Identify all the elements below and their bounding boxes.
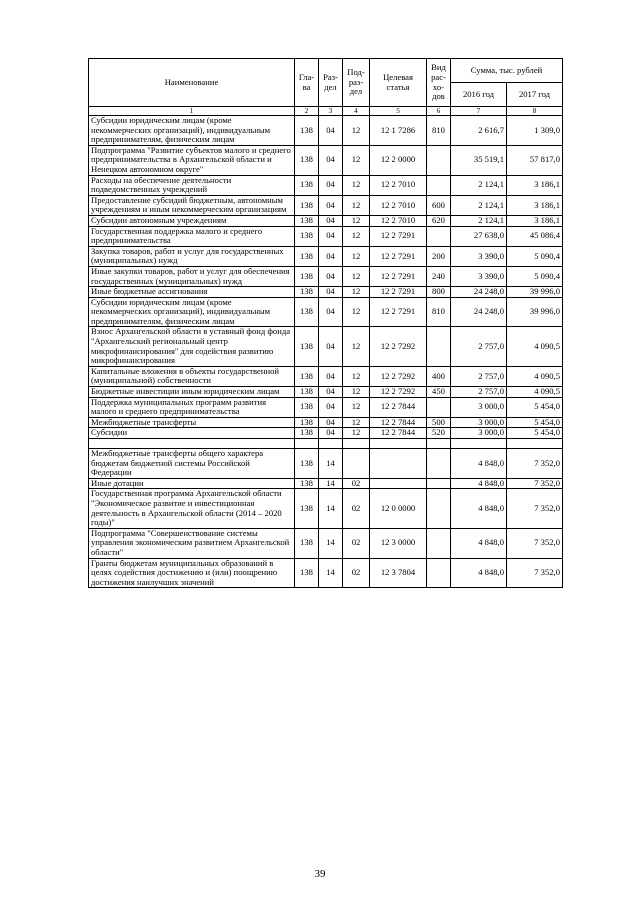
header-vid: Вид рас-хо-дов xyxy=(427,59,451,107)
row-2017-cell: 4 090,5 xyxy=(507,366,563,386)
row-name-cell: Субсидии xyxy=(89,428,295,439)
row-glava-cell: 138 xyxy=(295,175,319,195)
row-name-cell: Закупка товаров, работ и услуг для государственных (муниципальных) нужд xyxy=(89,246,295,266)
row-name-cell: Капитальные вложения в объекты государственной (муниципальной) собственности xyxy=(89,366,295,386)
table-row xyxy=(89,195,563,215)
table-row xyxy=(89,558,563,588)
column-number: 7 xyxy=(451,107,507,116)
row-razdel-cell: 04 xyxy=(319,175,343,195)
row-2017-cell: 7 352,0 xyxy=(507,528,563,558)
page-number: 39 xyxy=(314,868,326,880)
row-tselevaya-cell xyxy=(370,449,427,479)
table-row xyxy=(89,478,563,489)
row-razdel-cell: 14 xyxy=(319,489,343,528)
row-glava-cell: 138 xyxy=(295,449,319,479)
row-podrazdel-cell: 12 xyxy=(343,287,370,298)
row-2016-cell: 2 616,7 xyxy=(451,116,507,146)
row-glava-cell: 138 xyxy=(295,528,319,558)
row-name-cell: Гранты бюджетам муниципальных образований в целях содействия достижению и (или) поощрению достижения наилучших значений xyxy=(89,558,295,588)
row-podrazdel-cell: 02 xyxy=(343,558,370,588)
row-glava-cell: 138 xyxy=(295,417,319,428)
table-row xyxy=(89,327,563,366)
row-tselevaya-cell: 12 1 7286 xyxy=(370,116,427,146)
row-vid-cell xyxy=(427,478,451,489)
row-podrazdel-cell: 02 xyxy=(343,528,370,558)
column-number: 2 xyxy=(295,107,319,116)
row-razdel-cell: 04 xyxy=(319,215,343,226)
row-podrazdel-cell: 12 xyxy=(343,387,370,398)
row-glava-cell: 138 xyxy=(295,397,319,417)
row-podrazdel-cell: 02 xyxy=(343,478,370,489)
blank-cell xyxy=(427,439,451,449)
blank-cell xyxy=(319,439,343,449)
column-number: 6 xyxy=(427,107,451,116)
blank-cell xyxy=(451,439,507,449)
row-glava-cell: 138 xyxy=(295,116,319,146)
row-tselevaya-cell: 12 2 7291 xyxy=(370,226,427,246)
row-2016-cell: 4 848,0 xyxy=(451,528,507,558)
row-podrazdel-cell: 12 xyxy=(343,297,370,327)
row-vid-cell xyxy=(427,397,451,417)
row-tselevaya-cell: 12 2 7844 xyxy=(370,397,427,417)
table-row xyxy=(89,266,563,286)
row-glava-cell: 138 xyxy=(295,327,319,366)
row-2017-cell: 1 309,0 xyxy=(507,116,563,146)
row-vid-cell xyxy=(427,528,451,558)
row-name-cell: Иные бюджетные ассигнования xyxy=(89,287,295,298)
row-razdel-cell: 04 xyxy=(319,327,343,366)
row-razdel-cell: 04 xyxy=(319,287,343,298)
row-2016-cell: 2 124,1 xyxy=(451,175,507,195)
column-number: 8 xyxy=(507,107,563,116)
row-vid-cell: 240 xyxy=(427,266,451,286)
table-row xyxy=(89,417,563,428)
row-tselevaya-cell: 12 2 7291 xyxy=(370,266,427,286)
row-glava-cell: 138 xyxy=(295,366,319,386)
column-number: 4 xyxy=(343,107,370,116)
row-tselevaya-cell: 12 2 0000 xyxy=(370,145,427,175)
row-glava-cell: 138 xyxy=(295,558,319,588)
row-glava-cell: 138 xyxy=(295,215,319,226)
row-glava-cell: 138 xyxy=(295,287,319,298)
row-2017-cell: 4 090,5 xyxy=(507,387,563,398)
row-name-cell: Подпрограмма "Развитие субъектов малого и среднего предпринимательства в Архангельской области и Ненецком автономном округе" xyxy=(89,145,295,175)
header-name: Наименование xyxy=(89,59,295,107)
row-vid-cell xyxy=(427,145,451,175)
row-vid-cell: 810 xyxy=(427,116,451,146)
header-razdel: Раз-дел xyxy=(319,59,343,107)
row-2017-cell: 3 186,1 xyxy=(507,175,563,195)
row-tselevaya-cell: 12 2 7010 xyxy=(370,195,427,215)
row-razdel-cell: 04 xyxy=(319,195,343,215)
blank-cell xyxy=(343,439,370,449)
row-2016-cell: 4 848,0 xyxy=(451,449,507,479)
table-row xyxy=(89,439,563,449)
row-vid-cell: 400 xyxy=(427,366,451,386)
row-2017-cell: 5 454,0 xyxy=(507,417,563,428)
row-name-cell: Взнос Архангельской области в уставный фонд фонда "Архангельский региональный центр микрофинансирования" для содействия развитию микрофинансирования xyxy=(89,327,295,366)
row-podrazdel-cell: 12 xyxy=(343,175,370,195)
row-name-cell: Субсидии юридическим лицам (кроме некоммерческих организаций), индивидуальным предпринимателям, физическим лицам xyxy=(89,297,295,327)
column-number: 3 xyxy=(319,107,343,116)
row-2017-cell: 5 454,0 xyxy=(507,397,563,417)
row-name-cell: Субсидии юридическим лицам (кроме некоммерческих организаций), индивидуальным предпринимателям, физическим лицам xyxy=(89,116,295,146)
row-2016-cell: 24 248,0 xyxy=(451,287,507,298)
row-2016-cell: 24 248,0 xyxy=(451,297,507,327)
table-row xyxy=(89,226,563,246)
table-row xyxy=(89,145,563,175)
row-razdel-cell: 04 xyxy=(319,226,343,246)
row-2017-cell: 5 090,4 xyxy=(507,246,563,266)
row-glava-cell: 138 xyxy=(295,195,319,215)
row-2017-cell: 7 352,0 xyxy=(507,489,563,528)
row-tselevaya-cell: 12 3 0000 xyxy=(370,528,427,558)
row-glava-cell: 138 xyxy=(295,145,319,175)
table-row xyxy=(89,489,563,528)
row-2016-cell: 2 757,0 xyxy=(451,387,507,398)
row-name-cell: Государственная поддержка малого и среднего предпринимательства xyxy=(89,226,295,246)
row-2016-cell: 3 390,0 xyxy=(451,266,507,286)
row-2017-cell: 39 996,0 xyxy=(507,297,563,327)
column-number: 1 xyxy=(89,107,295,116)
row-podrazdel-cell xyxy=(343,449,370,479)
table-row xyxy=(89,116,563,146)
row-2017-cell: 4 090,5 xyxy=(507,327,563,366)
header-year-2016: 2016 год xyxy=(451,83,507,107)
row-2017-cell: 57 817,0 xyxy=(507,145,563,175)
row-podrazdel-cell: 12 xyxy=(343,366,370,386)
row-2016-cell: 35 519,1 xyxy=(451,145,507,175)
row-razdel-cell: 04 xyxy=(319,116,343,146)
row-razdel-cell: 04 xyxy=(319,297,343,327)
row-vid-cell xyxy=(427,489,451,528)
row-glava-cell: 138 xyxy=(295,428,319,439)
row-name-cell: Иные дотации xyxy=(89,478,295,489)
row-2017-cell: 7 352,0 xyxy=(507,478,563,489)
table-row xyxy=(89,175,563,195)
row-tselevaya-cell: 12 3 7804 xyxy=(370,558,427,588)
table-row xyxy=(89,246,563,266)
row-name-cell: Предоставление субсидий бюджетным, автономным учреждениям и иным некоммерческим организациям xyxy=(89,195,295,215)
row-glava-cell: 138 xyxy=(295,266,319,286)
row-vid-cell xyxy=(427,449,451,479)
row-podrazdel-cell: 12 xyxy=(343,246,370,266)
row-tselevaya-cell: 12 2 7291 xyxy=(370,246,427,266)
row-vid-cell: 800 xyxy=(427,287,451,298)
row-2016-cell: 3 390,0 xyxy=(451,246,507,266)
row-razdel-cell: 04 xyxy=(319,145,343,175)
row-glava-cell: 138 xyxy=(295,387,319,398)
table-row xyxy=(89,449,563,479)
table-row xyxy=(89,287,563,298)
row-vid-cell: 600 xyxy=(427,195,451,215)
header-podrazdel: Под-раз-дел xyxy=(343,59,370,107)
row-2017-cell: 5 454,0 xyxy=(507,428,563,439)
row-vid-cell: 620 xyxy=(427,215,451,226)
row-vid-cell xyxy=(427,226,451,246)
blank-cell xyxy=(507,439,563,449)
header-year-2017: 2017 год xyxy=(507,83,563,107)
row-2017-cell: 3 186,1 xyxy=(507,215,563,226)
row-tselevaya-cell: 12 2 7291 xyxy=(370,287,427,298)
row-2016-cell: 3 000,0 xyxy=(451,428,507,439)
row-podrazdel-cell: 02 xyxy=(343,489,370,528)
row-podrazdel-cell: 12 xyxy=(343,266,370,286)
row-tselevaya-cell: 12 2 7010 xyxy=(370,175,427,195)
row-tselevaya-cell: 12 2 7010 xyxy=(370,215,427,226)
row-tselevaya-cell: 12 2 7292 xyxy=(370,387,427,398)
row-2016-cell: 3 000,0 xyxy=(451,417,507,428)
table-row xyxy=(89,215,563,226)
row-tselevaya-cell: 12 2 7844 xyxy=(370,417,427,428)
row-name-cell: Подпрограмма "Совершенствование системы управления экономическим развитием Архангельской области" xyxy=(89,528,295,558)
row-podrazdel-cell: 12 xyxy=(343,195,370,215)
row-tselevaya-cell: 12 2 7292 xyxy=(370,327,427,366)
budget-table xyxy=(88,58,563,588)
row-podrazdel-cell: 12 xyxy=(343,397,370,417)
blank-cell xyxy=(295,439,319,449)
row-tselevaya-cell xyxy=(370,478,427,489)
row-glava-cell: 138 xyxy=(295,489,319,528)
row-vid-cell: 810 xyxy=(427,297,451,327)
row-razdel-cell: 04 xyxy=(319,266,343,286)
row-2016-cell: 4 848,0 xyxy=(451,558,507,588)
row-tselevaya-cell: 12 0 0000 xyxy=(370,489,427,528)
column-number: 5 xyxy=(370,107,427,116)
table-row xyxy=(89,397,563,417)
header-tselevaya: Целевая статья xyxy=(370,59,427,107)
row-2016-cell: 27 638,0 xyxy=(451,226,507,246)
header-glava: Гла-ва xyxy=(295,59,319,107)
table-body xyxy=(89,116,563,588)
row-glava-cell: 138 xyxy=(295,297,319,327)
row-razdel-cell: 04 xyxy=(319,428,343,439)
row-glava-cell: 138 xyxy=(295,246,319,266)
table-row xyxy=(89,528,563,558)
row-name-cell: Межбюджетные трансферты xyxy=(89,417,295,428)
row-razdel-cell: 14 xyxy=(319,558,343,588)
row-podrazdel-cell: 12 xyxy=(343,417,370,428)
row-vid-cell: 520 xyxy=(427,428,451,439)
row-glava-cell: 138 xyxy=(295,478,319,489)
table-row xyxy=(89,366,563,386)
row-razdel-cell: 14 xyxy=(319,478,343,489)
row-vid-cell xyxy=(427,558,451,588)
row-razdel-cell: 04 xyxy=(319,366,343,386)
row-name-cell: Поддержка муниципальных программ развития малого и среднего предпринимательства xyxy=(89,397,295,417)
row-2016-cell: 2 757,0 xyxy=(451,327,507,366)
table-row xyxy=(89,428,563,439)
row-razdel-cell: 04 xyxy=(319,387,343,398)
row-razdel-cell: 04 xyxy=(319,397,343,417)
row-2017-cell: 5 090,4 xyxy=(507,266,563,286)
row-podrazdel-cell: 12 xyxy=(343,226,370,246)
blank-cell xyxy=(89,439,295,449)
row-podrazdel-cell: 12 xyxy=(343,145,370,175)
row-2017-cell: 39 996,0 xyxy=(507,287,563,298)
row-2017-cell: 7 352,0 xyxy=(507,558,563,588)
row-tselevaya-cell: 12 2 7291 xyxy=(370,297,427,327)
row-2017-cell: 7 352,0 xyxy=(507,449,563,479)
table-row xyxy=(89,387,563,398)
table-row xyxy=(89,297,563,327)
row-2017-cell: 3 186,1 xyxy=(507,195,563,215)
row-2016-cell: 4 848,0 xyxy=(451,489,507,528)
row-2016-cell: 2 124,1 xyxy=(451,195,507,215)
row-glava-cell: 138 xyxy=(295,226,319,246)
row-2016-cell: 2 124,1 xyxy=(451,215,507,226)
row-tselevaya-cell: 12 2 7844 xyxy=(370,428,427,439)
row-vid-cell: 200 xyxy=(427,246,451,266)
row-razdel-cell: 04 xyxy=(319,417,343,428)
row-name-cell: Государственная программа Архангельской области "Экономическое развитие и инвестиционная деятельность в Архангельской области (2014 – 2020 годы)" xyxy=(89,489,295,528)
row-razdel-cell: 04 xyxy=(319,246,343,266)
row-vid-cell xyxy=(427,175,451,195)
blank-cell xyxy=(370,439,427,449)
row-name-cell: Субсидии автономным учреждениям xyxy=(89,215,295,226)
row-razdel-cell: 14 xyxy=(319,449,343,479)
row-name-cell: Бюджетные инвестиции иным юридическим лицам xyxy=(89,387,295,398)
row-name-cell: Иные закупки товаров, работ и услуг для обеспечения государственных (муниципальных) нужд xyxy=(89,266,295,286)
row-tselevaya-cell: 12 2 7292 xyxy=(370,366,427,386)
row-podrazdel-cell: 12 xyxy=(343,428,370,439)
row-podrazdel-cell: 12 xyxy=(343,116,370,146)
row-name-cell: Расходы на обеспечение деятельности подведомственных учреждений xyxy=(89,175,295,195)
row-vid-cell xyxy=(427,327,451,366)
row-podrazdel-cell: 12 xyxy=(343,327,370,366)
row-name-cell: Межбюджетные трансферты общего характера бюджетам бюджетной системы Российской Федерации xyxy=(89,449,295,479)
header-summa: Сумма, тыс. рублей xyxy=(451,59,563,83)
row-vid-cell: 450 xyxy=(427,387,451,398)
row-razdel-cell: 14 xyxy=(319,528,343,558)
row-2016-cell: 3 000,0 xyxy=(451,397,507,417)
row-2016-cell: 4 848,0 xyxy=(451,478,507,489)
row-podrazdel-cell: 12 xyxy=(343,215,370,226)
row-2017-cell: 45 086,4 xyxy=(507,226,563,246)
row-2016-cell: 2 757,0 xyxy=(451,366,507,386)
row-vid-cell: 500 xyxy=(427,417,451,428)
